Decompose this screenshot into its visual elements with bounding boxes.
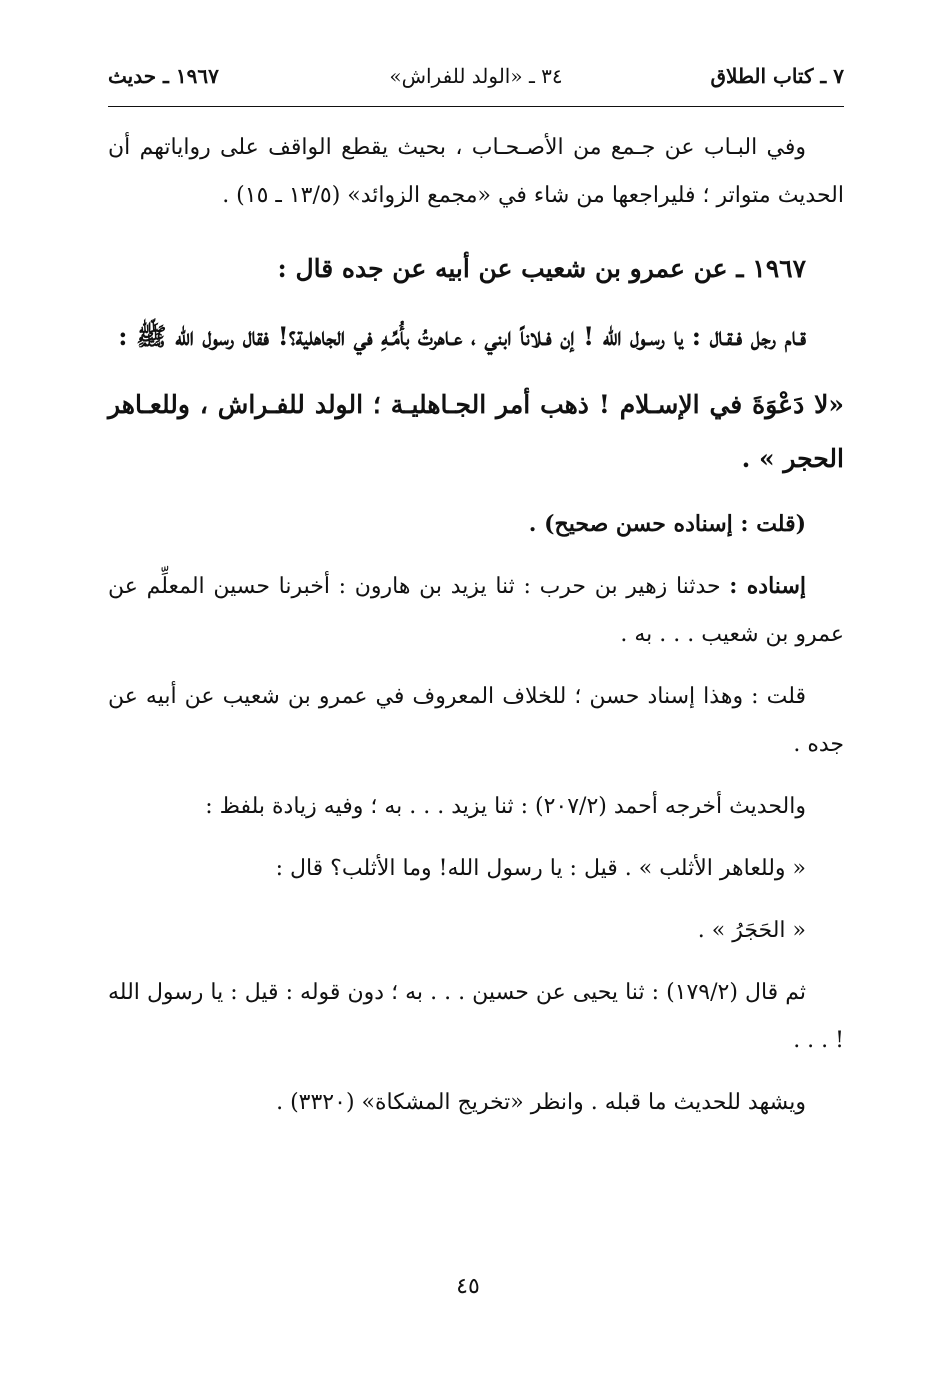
running-header	[108, 62, 844, 102]
intro-paragraph: وفي البـاب عن جـمع من الأصـحـاب ، بحيث يقطع الواقف على رواياتهم أن الحديث متواتر ؛ فليراجعها من شاء في «مجمع الزوائد» (١٣/٥ ـ ١٥) .	[108, 135, 844, 208]
grading-note: (قلت : إسناده حسن صحيح) .	[528, 511, 806, 537]
header-chapter-title: ٣٤ ـ «الولد للفراش»	[389, 64, 563, 88]
addition-paragraph: « وللعاهر الأثلب » . قيل : يا رسول الله! وما الأثلب؟ قال :	[275, 856, 806, 881]
isnad-text: حدثنا زهير بن حرب : ثنا يزيد بن هارون : أخبرنا حسين المعلِّم عن عمرو بن شعيب . . . به .	[108, 574, 844, 647]
hadith-text: قـام رجل فـقـال : يا رسـول الله ! إن فـلاناً ابني ، عـاهرتُ بأُمِّـهِ في الجاهلية؟! فقال رسول الله ﷺ :	[118, 322, 806, 351]
isnad-label: إسناده :	[729, 573, 806, 599]
takhrij-paragraph: والحديث أخرجه أحمد (٢٠٧/٢) : ثنا يزيد . . . به ؛ وفيه زيادة بلفظ :	[205, 794, 806, 819]
second-route-paragraph: ثم قال (١٧٩/٢) : ثنا يحيى عن حسين . . . به ؛ دون قوله : قيل : يا رسول الله ! . . .	[108, 980, 844, 1053]
header-divider	[108, 106, 844, 107]
page-body	[108, 124, 844, 1127]
comment-paragraph: قلت : وهذا إسناد حسن ؛ للخلاف المعروف في عمرو بن شعيب عن أبيه عن جده .	[108, 684, 844, 757]
shahid-paragraph: ويشهد للحديث ما قبله . وانظر «تخريج المشكاة» (٣٣٢٠) .	[276, 1090, 806, 1115]
isnad-paragraph	[108, 562, 844, 659]
prophet-saying: «لا دَعْوَةَ في الإسـلام ! ذهب أمر الجـاهليـة ؛ الولد للفـراش ، وللعـاهر الحجر » .	[108, 390, 844, 473]
header-hadith-number: ١٩٦٧ ـ حديث	[108, 64, 219, 88]
header-book-title: ٧ ـ كتاب الطلاق	[710, 64, 844, 88]
answer-paragraph: « الحَجَرُ » .	[697, 918, 806, 943]
page-number: ٤٥	[456, 1274, 480, 1299]
hadith-heading: ١٩٦٧ ـ عن عمرو بن شعيب عن أبيه عن جده قال :	[277, 254, 806, 283]
